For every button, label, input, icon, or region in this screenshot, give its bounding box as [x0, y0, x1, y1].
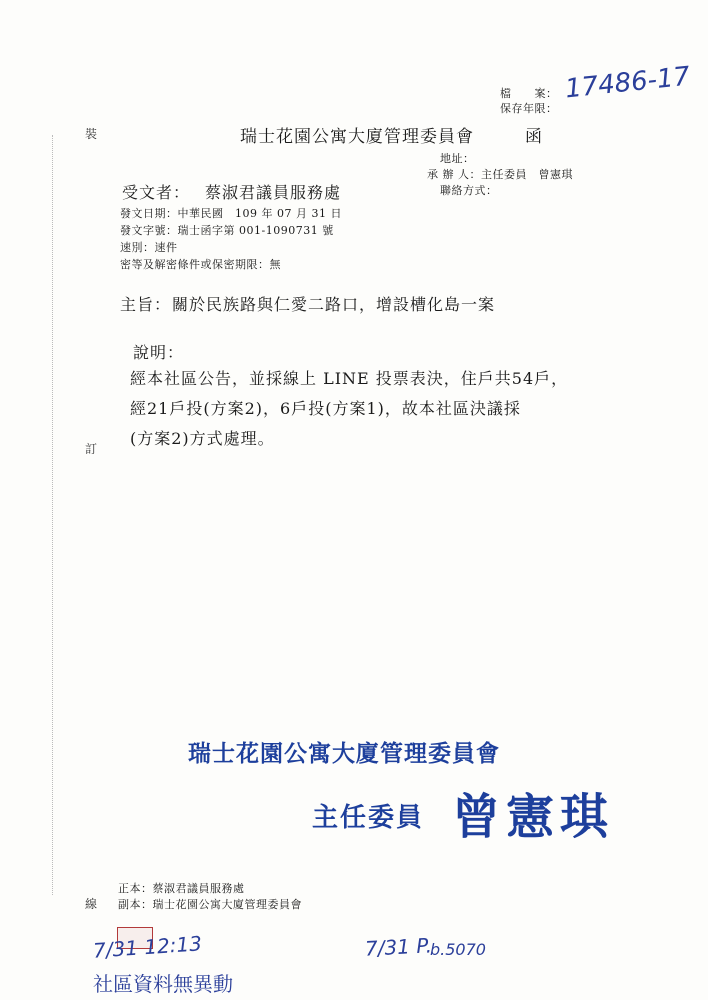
- handwritten-archive-number: 17486-17: [563, 61, 692, 105]
- retention-label: 保存年限：: [500, 102, 558, 115]
- seal-organization: 瑞士花園公寓大廈管理委員會: [188, 740, 500, 767]
- binding-line: [52, 135, 53, 895]
- archive-label: 檔 案：: [500, 87, 558, 100]
- copy-recipient: [118, 896, 302, 912]
- issue-date: 發文日期：中華民國 109 年 07 月 31 日: [120, 207, 342, 220]
- copy-recipient-label: 副本：: [118, 898, 153, 911]
- doc-type: 函: [525, 127, 543, 147]
- seal-name: 曾憲琪: [452, 789, 615, 845]
- contact-person: 主任委員 曾憲琪: [481, 168, 573, 181]
- binding-mark-middle: 訂: [85, 442, 98, 456]
- main-recipient: [118, 880, 245, 896]
- seal-title: 主任委員: [312, 803, 425, 833]
- binding-mark-top: 裝: [85, 127, 98, 141]
- contact-method-label: 聯絡方式：: [440, 184, 498, 197]
- organization-title: 瑞士花園公寓大廈管理委員會: [240, 127, 474, 147]
- issue-number: 發文字號：瑞士函字第 001-1090731 號: [120, 224, 334, 237]
- explanation-line-3: (方案2)方式處理。: [130, 429, 275, 448]
- binding-mark-bottom: 線: [85, 897, 98, 911]
- address-label: 地址：: [440, 152, 475, 165]
- recipient-name: 蔡淑君議員服務處: [205, 183, 342, 202]
- main-recipient-label: 正本：: [118, 882, 153, 895]
- main-recipient-value: 蔡淑君議員服務處: [152, 882, 245, 895]
- explanation-label: 說明：: [133, 343, 185, 362]
- footer-note: 社區資料無異動: [93, 972, 233, 996]
- receipt-date: 7/31 12:13: [92, 931, 203, 963]
- subject-label: 主旨：: [120, 295, 172, 314]
- note-date: 7/31 P.: [364, 933, 433, 961]
- contact-person-label: [427, 166, 573, 182]
- recipient-label: 受文者：: [122, 183, 191, 202]
- speed: 速別：速件: [120, 241, 178, 254]
- contact-person-label-text: 承 辦 人：: [427, 168, 481, 181]
- copy-recipient-value: 瑞士花園公寓大廈管理委員會: [152, 898, 302, 911]
- explanation-line-1: 經本社區公告，並採線上 LINE 投票表決，住戶共54戶，: [130, 369, 569, 388]
- explanation-line-2: 經21戶投(方案2)，6戶投(方案1)，故本社區決議採: [130, 399, 521, 418]
- note-tail: b.5070: [430, 940, 486, 959]
- subject-text: 關於民族路與仁愛二路口，增設槽化島一案: [172, 295, 496, 314]
- secrecy: 密等及解密條件或保密期限：無: [120, 258, 281, 271]
